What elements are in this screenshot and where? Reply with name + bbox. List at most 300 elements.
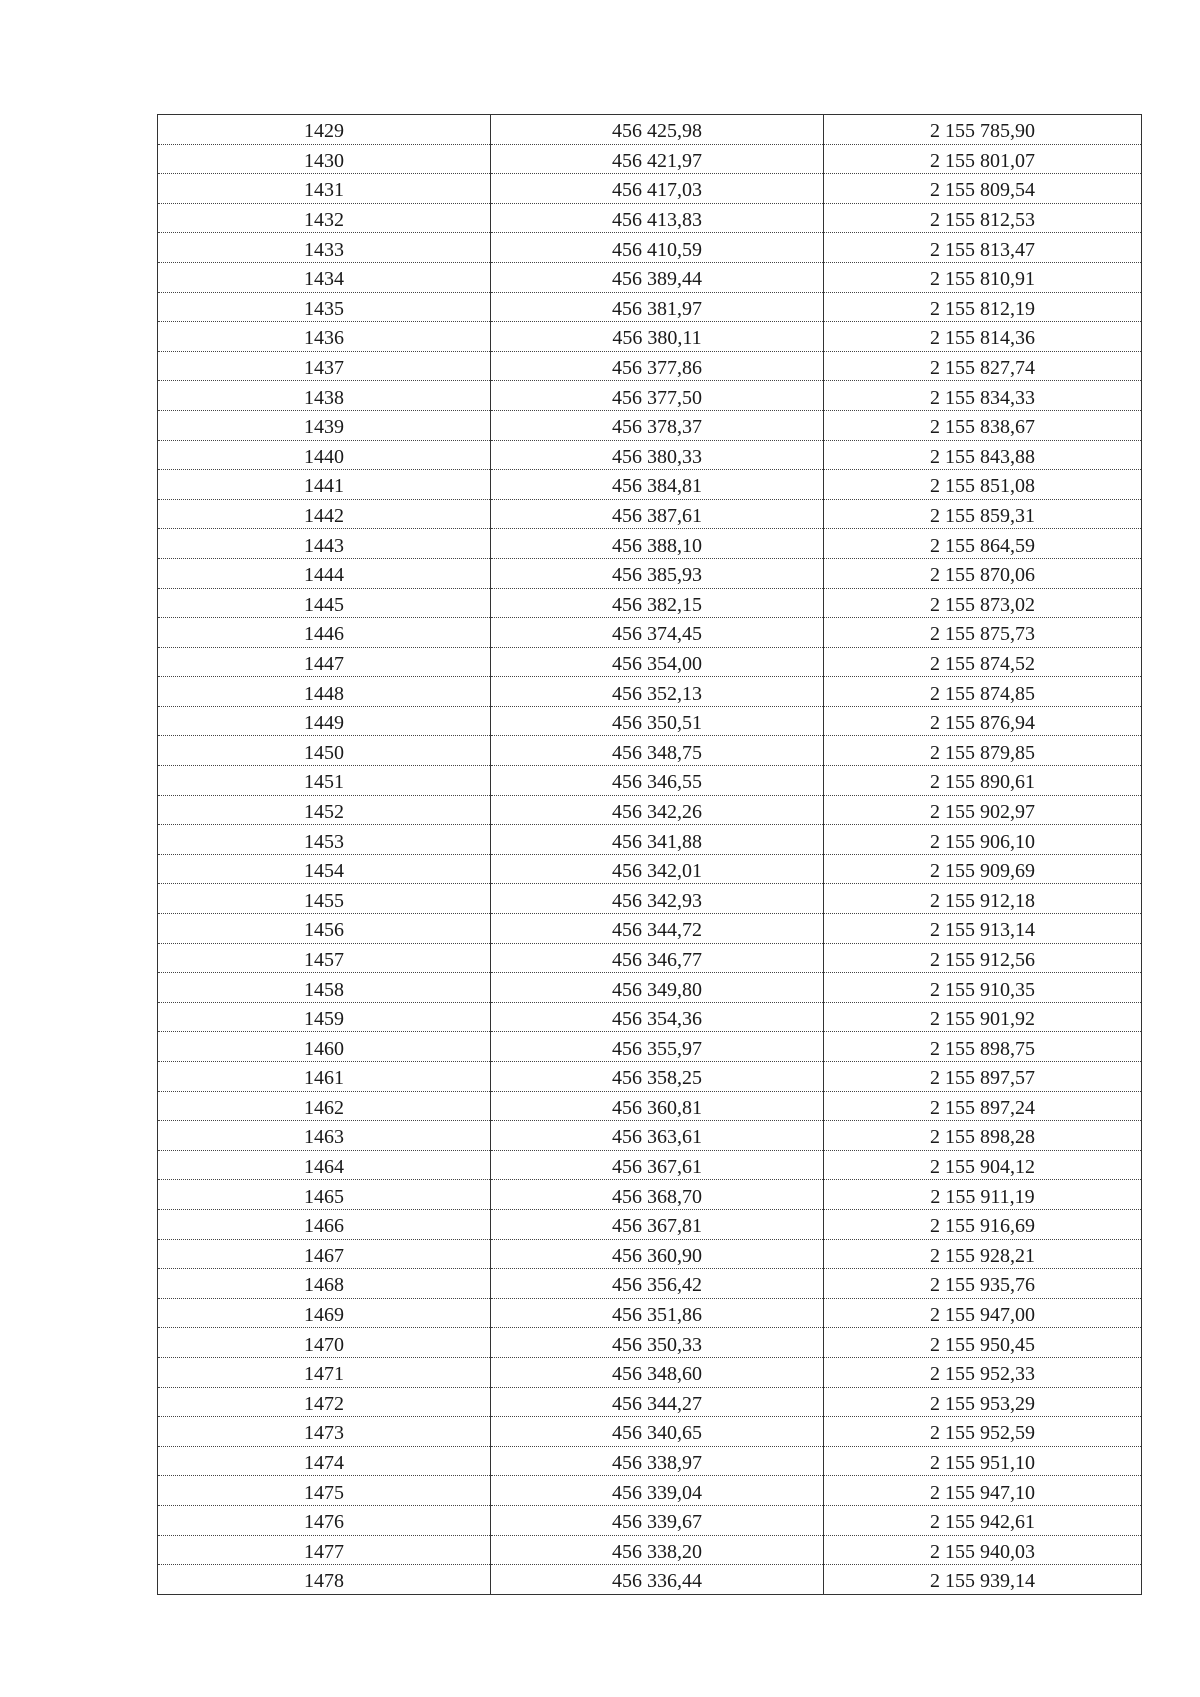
- point-number-cell: [158, 440, 491, 470]
- point-number-text: 1444: [304, 564, 344, 587]
- y-coordinate-cell: [824, 322, 1142, 352]
- table-row: [158, 1565, 1142, 1595]
- x-coordinate-cell: [491, 144, 824, 174]
- point-number-text: 1449: [304, 712, 344, 735]
- table-row: [158, 1328, 1142, 1358]
- table-row: [158, 174, 1142, 204]
- point-number-text: 1457: [304, 948, 344, 971]
- table-row: [158, 1062, 1142, 1092]
- point-number-cell: [158, 1180, 491, 1210]
- y-coordinate-text: 2 155 916,69: [930, 1215, 1035, 1238]
- y-coordinate-cell: [824, 351, 1142, 381]
- x-coordinate-cell: [491, 795, 824, 825]
- y-coordinate-cell: [824, 1505, 1142, 1535]
- y-coordinate-cell: [824, 1062, 1142, 1092]
- point-number-text: 1455: [304, 889, 344, 912]
- x-coordinate-text: 456 355,97: [612, 1037, 702, 1060]
- y-coordinate-cell: [824, 795, 1142, 825]
- y-coordinate-cell: [824, 1209, 1142, 1239]
- point-number-cell: [158, 1357, 491, 1387]
- table-row: [158, 1002, 1142, 1032]
- point-number-text: 1434: [304, 268, 344, 291]
- x-coordinate-cell: [491, 440, 824, 470]
- y-coordinate-cell: [824, 558, 1142, 588]
- point-number-text: 1466: [304, 1215, 344, 1238]
- x-coordinate-text: 456 413,83: [612, 209, 702, 232]
- y-coordinate-cell: [824, 292, 1142, 322]
- point-number-cell: [158, 1209, 491, 1239]
- y-coordinate-text: 2 155 870,06: [930, 564, 1035, 587]
- x-coordinate-text: 456 388,10: [612, 534, 702, 557]
- x-coordinate-text: 456 417,03: [612, 179, 702, 202]
- y-coordinate-cell: [824, 736, 1142, 766]
- x-coordinate-text: 456 368,70: [612, 1185, 702, 1208]
- y-coordinate-text: 2 155 902,97: [930, 800, 1035, 823]
- x-coordinate-cell: [491, 1062, 824, 1092]
- y-coordinate-cell: [824, 1239, 1142, 1269]
- x-coordinate-cell: [491, 1032, 824, 1062]
- x-coordinate-text: 456 385,93: [612, 564, 702, 587]
- point-number-cell: [158, 1565, 491, 1595]
- y-coordinate-text: 2 155 935,76: [930, 1274, 1035, 1297]
- x-coordinate-cell: [491, 1269, 824, 1299]
- table-row: [158, 1150, 1142, 1180]
- x-coordinate-cell: [491, 825, 824, 855]
- y-coordinate-cell: [824, 115, 1142, 145]
- x-coordinate-text: 456 338,20: [612, 1540, 702, 1563]
- y-coordinate-text: 2 155 912,56: [930, 948, 1035, 971]
- x-coordinate-text: 456 354,00: [612, 652, 702, 675]
- point-number-cell: [158, 795, 491, 825]
- point-number-text: 1450: [304, 741, 344, 764]
- x-coordinate-cell: [491, 943, 824, 973]
- point-number-text: 1436: [304, 327, 344, 350]
- y-coordinate-text: 2 155 859,31: [930, 505, 1035, 528]
- point-number-text: 1473: [304, 1422, 344, 1445]
- y-coordinate-cell: [824, 1269, 1142, 1299]
- point-number-cell: [158, 292, 491, 322]
- y-coordinate-cell: [824, 1417, 1142, 1447]
- point-number-text: 1471: [304, 1363, 344, 1386]
- y-coordinate-cell: [824, 854, 1142, 884]
- point-number-cell: [158, 351, 491, 381]
- y-coordinate-cell: [824, 144, 1142, 174]
- point-number-cell: [158, 1239, 491, 1269]
- point-number-text: 1439: [304, 416, 344, 439]
- x-coordinate-text: 456 380,11: [612, 327, 702, 350]
- y-coordinate-cell: [824, 884, 1142, 914]
- y-coordinate-cell: [824, 1535, 1142, 1565]
- point-number-cell: [158, 1387, 491, 1417]
- y-coordinate-text: 2 155 897,57: [930, 1067, 1035, 1090]
- point-number-cell: [158, 115, 491, 145]
- y-coordinate-text: 2 155 879,85: [930, 741, 1035, 764]
- x-coordinate-text: 456 377,86: [612, 357, 702, 380]
- point-number-cell: [158, 588, 491, 618]
- y-coordinate-text: 2 155 942,61: [930, 1511, 1035, 1534]
- x-coordinate-cell: [491, 1209, 824, 1239]
- table-row: [158, 262, 1142, 292]
- x-coordinate-text: 456 339,67: [612, 1511, 702, 1534]
- point-number-text: 1433: [304, 238, 344, 261]
- x-coordinate-cell: [491, 973, 824, 1003]
- y-coordinate-cell: [824, 262, 1142, 292]
- x-coordinate-cell: [491, 1121, 824, 1151]
- y-coordinate-text: 2 155 813,47: [930, 238, 1035, 261]
- x-coordinate-text: 456 381,97: [612, 297, 702, 320]
- y-coordinate-text: 2 155 812,53: [930, 209, 1035, 232]
- table-row: [158, 884, 1142, 914]
- table-row: [158, 973, 1142, 1003]
- point-number-text: 1435: [304, 297, 344, 320]
- y-coordinate-cell: [824, 499, 1142, 529]
- point-number-text: 1474: [304, 1452, 344, 1475]
- table-row: [158, 440, 1142, 470]
- x-coordinate-text: 456 342,93: [612, 889, 702, 912]
- y-coordinate-cell: [824, 973, 1142, 1003]
- x-coordinate-cell: [491, 174, 824, 204]
- table-row: [158, 1357, 1142, 1387]
- y-coordinate-text: 2 155 785,90: [930, 120, 1035, 143]
- x-coordinate-cell: [491, 706, 824, 736]
- x-coordinate-text: 456 349,80: [612, 978, 702, 1001]
- point-number-cell: [158, 381, 491, 411]
- y-coordinate-cell: [824, 1150, 1142, 1180]
- point-number-cell: [158, 529, 491, 559]
- point-number-cell: [158, 1446, 491, 1476]
- point-number-text: 1464: [304, 1156, 344, 1179]
- x-coordinate-cell: [491, 618, 824, 648]
- y-coordinate-cell: [824, 1446, 1142, 1476]
- y-coordinate-text: 2 155 940,03: [930, 1540, 1035, 1563]
- table-row: [158, 233, 1142, 263]
- point-number-text: 1456: [304, 919, 344, 942]
- point-number-text: 1452: [304, 800, 344, 823]
- x-coordinate-cell: [491, 322, 824, 352]
- point-number-cell: [158, 647, 491, 677]
- x-coordinate-text: 456 363,61: [612, 1126, 702, 1149]
- y-coordinate-cell: [824, 1002, 1142, 1032]
- y-coordinate-cell: [824, 470, 1142, 500]
- point-number-text: 1454: [304, 860, 344, 883]
- y-coordinate-text: 2 155 951,10: [930, 1452, 1035, 1475]
- x-coordinate-text: 456 338,97: [612, 1452, 702, 1475]
- point-number-text: 1475: [304, 1481, 344, 1504]
- x-coordinate-text: 456 354,36: [612, 1008, 702, 1031]
- x-coordinate-text: 456 348,75: [612, 741, 702, 764]
- y-coordinate-cell: [824, 203, 1142, 233]
- point-number-cell: [158, 736, 491, 766]
- table-row: [158, 1032, 1142, 1062]
- point-number-text: 1470: [304, 1333, 344, 1356]
- point-number-text: 1451: [304, 771, 344, 794]
- table-row: [158, 558, 1142, 588]
- x-coordinate-cell: [491, 1446, 824, 1476]
- point-number-cell: [158, 1062, 491, 1092]
- y-coordinate-text: 2 155 801,07: [930, 149, 1035, 172]
- table-row: [158, 1505, 1142, 1535]
- coordinates-table-body: [158, 115, 1142, 1595]
- x-coordinate-cell: [491, 233, 824, 263]
- x-coordinate-text: 456 346,77: [612, 948, 702, 971]
- y-coordinate-cell: [824, 1180, 1142, 1210]
- point-number-cell: [158, 144, 491, 174]
- point-number-cell: [158, 558, 491, 588]
- y-coordinate-cell: [824, 1121, 1142, 1151]
- x-coordinate-text: 456 360,81: [612, 1096, 702, 1119]
- point-number-cell: [158, 884, 491, 914]
- x-coordinate-text: 456 342,01: [612, 860, 702, 883]
- x-coordinate-text: 456 380,33: [612, 445, 702, 468]
- x-coordinate-cell: [491, 1565, 824, 1595]
- x-coordinate-cell: [491, 647, 824, 677]
- x-coordinate-cell: [491, 1180, 824, 1210]
- x-coordinate-text: 456 336,44: [612, 1570, 702, 1593]
- x-coordinate-cell: [491, 1328, 824, 1358]
- table-row: [158, 1269, 1142, 1299]
- x-coordinate-text: 456 346,55: [612, 771, 702, 794]
- y-coordinate-cell: [824, 1387, 1142, 1417]
- point-number-text: 1467: [304, 1244, 344, 1267]
- table-row: [158, 203, 1142, 233]
- x-coordinate-cell: [491, 1150, 824, 1180]
- point-number-cell: [158, 1269, 491, 1299]
- table-row: [158, 706, 1142, 736]
- point-number-cell: [158, 1150, 491, 1180]
- point-number-text: 1477: [304, 1540, 344, 1563]
- y-coordinate-text: 2 155 890,61: [930, 771, 1035, 794]
- y-coordinate-text: 2 155 812,19: [930, 297, 1035, 320]
- point-number-text: 1468: [304, 1274, 344, 1297]
- point-number-text: 1461: [304, 1067, 344, 1090]
- point-number-text: 1458: [304, 978, 344, 1001]
- x-coordinate-cell: [491, 115, 824, 145]
- point-number-text: 1446: [304, 623, 344, 646]
- x-coordinate-cell: [491, 736, 824, 766]
- y-coordinate-cell: [824, 410, 1142, 440]
- document-page: [157, 114, 1141, 1595]
- point-number-cell: [158, 825, 491, 855]
- y-coordinate-cell: [824, 706, 1142, 736]
- y-coordinate-cell: [824, 1357, 1142, 1387]
- table-row: [158, 410, 1142, 440]
- x-coordinate-text: 456 377,50: [612, 386, 702, 409]
- x-coordinate-text: 456 358,25: [612, 1067, 702, 1090]
- x-coordinate-text: 456 425,98: [612, 120, 702, 143]
- y-coordinate-cell: [824, 914, 1142, 944]
- table-row: [158, 529, 1142, 559]
- x-coordinate-cell: [491, 1091, 824, 1121]
- point-number-text: 1440: [304, 445, 344, 468]
- table-row: [158, 470, 1142, 500]
- point-number-text: 1465: [304, 1185, 344, 1208]
- point-number-cell: [158, 1298, 491, 1328]
- x-coordinate-cell: [491, 351, 824, 381]
- point-number-text: 1478: [304, 1570, 344, 1593]
- y-coordinate-text: 2 155 901,92: [930, 1008, 1035, 1031]
- x-coordinate-cell: [491, 381, 824, 411]
- point-number-cell: [158, 677, 491, 707]
- point-number-cell: [158, 1328, 491, 1358]
- x-coordinate-cell: [491, 529, 824, 559]
- y-coordinate-text: 2 155 864,59: [930, 534, 1035, 557]
- x-coordinate-cell: [491, 1357, 824, 1387]
- point-number-text: 1429: [304, 120, 344, 143]
- x-coordinate-cell: [491, 499, 824, 529]
- table-row: [158, 1298, 1142, 1328]
- point-number-cell: [158, 1476, 491, 1506]
- x-coordinate-text: 456 348,60: [612, 1363, 702, 1386]
- y-coordinate-text: 2 155 843,88: [930, 445, 1035, 468]
- point-number-cell: [158, 174, 491, 204]
- point-number-cell: [158, 410, 491, 440]
- point-number-text: 1460: [304, 1037, 344, 1060]
- point-number-cell: [158, 1505, 491, 1535]
- x-coordinate-cell: [491, 1298, 824, 1328]
- x-coordinate-cell: [491, 1476, 824, 1506]
- y-coordinate-text: 2 155 898,28: [930, 1126, 1035, 1149]
- table-row: [158, 499, 1142, 529]
- y-coordinate-text: 2 155 898,75: [930, 1037, 1035, 1060]
- y-coordinate-text: 2 155 912,18: [930, 889, 1035, 912]
- table-row: [158, 854, 1142, 884]
- table-row: [158, 1476, 1142, 1506]
- table-row: [158, 381, 1142, 411]
- point-number-cell: [158, 233, 491, 263]
- y-coordinate-cell: [824, 618, 1142, 648]
- table-row: [158, 736, 1142, 766]
- table-row: [158, 825, 1142, 855]
- x-coordinate-text: 456 339,04: [612, 1481, 702, 1504]
- point-number-cell: [158, 1417, 491, 1447]
- point-number-text: 1469: [304, 1304, 344, 1327]
- table-row: [158, 914, 1142, 944]
- point-number-cell: [158, 914, 491, 944]
- x-coordinate-cell: [491, 1387, 824, 1417]
- x-coordinate-text: 456 340,65: [612, 1422, 702, 1445]
- table-row: [158, 1446, 1142, 1476]
- x-coordinate-text: 456 387,61: [612, 505, 702, 528]
- x-coordinate-cell: [491, 1239, 824, 1269]
- table-row: [158, 1121, 1142, 1151]
- point-number-cell: [158, 1002, 491, 1032]
- y-coordinate-text: 2 155 913,14: [930, 919, 1035, 942]
- y-coordinate-text: 2 155 952,59: [930, 1422, 1035, 1445]
- y-coordinate-cell: [824, 825, 1142, 855]
- x-coordinate-cell: [491, 558, 824, 588]
- table-row: [158, 943, 1142, 973]
- table-row: [158, 1209, 1142, 1239]
- y-coordinate-text: 2 155 834,33: [930, 386, 1035, 409]
- table-row: [158, 588, 1142, 618]
- y-coordinate-text: 2 155 909,69: [930, 860, 1035, 883]
- y-coordinate-cell: [824, 529, 1142, 559]
- x-coordinate-cell: [491, 1505, 824, 1535]
- x-coordinate-text: 456 352,13: [612, 682, 702, 705]
- y-coordinate-text: 2 155 873,02: [930, 593, 1035, 616]
- x-coordinate-cell: [491, 884, 824, 914]
- y-coordinate-text: 2 155 874,85: [930, 682, 1035, 705]
- point-number-text: 1438: [304, 386, 344, 409]
- x-coordinate-cell: [491, 1535, 824, 1565]
- y-coordinate-text: 2 155 947,10: [930, 1481, 1035, 1504]
- table-row: [158, 647, 1142, 677]
- point-number-text: 1445: [304, 593, 344, 616]
- table-row: [158, 1387, 1142, 1417]
- x-coordinate-cell: [491, 1002, 824, 1032]
- point-number-text: 1459: [304, 1008, 344, 1031]
- y-coordinate-cell: [824, 677, 1142, 707]
- point-number-text: 1447: [304, 652, 344, 675]
- point-number-text: 1431: [304, 179, 344, 202]
- point-number-cell: [158, 499, 491, 529]
- point-number-cell: [158, 854, 491, 884]
- x-coordinate-text: 456 360,90: [612, 1244, 702, 1267]
- point-number-cell: [158, 618, 491, 648]
- x-coordinate-cell: [491, 588, 824, 618]
- y-coordinate-text: 2 155 876,94: [930, 712, 1035, 735]
- x-coordinate-cell: [491, 677, 824, 707]
- table-row: [158, 144, 1142, 174]
- point-number-text: 1432: [304, 209, 344, 232]
- point-number-text: 1441: [304, 475, 344, 498]
- y-coordinate-cell: [824, 174, 1142, 204]
- y-coordinate-text: 2 155 953,29: [930, 1392, 1035, 1415]
- point-number-text: 1462: [304, 1096, 344, 1119]
- table-row: [158, 1417, 1142, 1447]
- point-number-cell: [158, 1535, 491, 1565]
- y-coordinate-text: 2 155 897,24: [930, 1096, 1035, 1119]
- y-coordinate-text: 2 155 874,52: [930, 652, 1035, 675]
- y-coordinate-text: 2 155 875,73: [930, 623, 1035, 646]
- table-row: [158, 292, 1142, 322]
- y-coordinate-text: 2 155 910,35: [930, 978, 1035, 1001]
- x-coordinate-cell: [491, 203, 824, 233]
- x-coordinate-cell: [491, 470, 824, 500]
- y-coordinate-cell: [824, 588, 1142, 618]
- y-coordinate-cell: [824, 233, 1142, 263]
- point-number-cell: [158, 1032, 491, 1062]
- point-number-cell: [158, 766, 491, 796]
- x-coordinate-text: 456 356,42: [612, 1274, 702, 1297]
- y-coordinate-cell: [824, 1476, 1142, 1506]
- point-number-cell: [158, 322, 491, 352]
- x-coordinate-cell: [491, 766, 824, 796]
- x-coordinate-text: 456 350,51: [612, 712, 702, 735]
- y-coordinate-text: 2 155 809,54: [930, 179, 1035, 202]
- point-number-text: 1463: [304, 1126, 344, 1149]
- y-coordinate-text: 2 155 952,33: [930, 1363, 1035, 1386]
- table-row: [158, 766, 1142, 796]
- x-coordinate-text: 456 421,97: [612, 149, 702, 172]
- point-number-text: 1472: [304, 1392, 344, 1415]
- y-coordinate-cell: [824, 440, 1142, 470]
- x-coordinate-text: 456 378,37: [612, 416, 702, 439]
- point-number-cell: [158, 973, 491, 1003]
- table-row: [158, 322, 1142, 352]
- x-coordinate-text: 456 351,86: [612, 1304, 702, 1327]
- y-coordinate-text: 2 155 939,14: [930, 1570, 1035, 1593]
- x-coordinate-cell: [491, 262, 824, 292]
- table-row: [158, 1239, 1142, 1269]
- table-row: [158, 1091, 1142, 1121]
- y-coordinate-text: 2 155 904,12: [930, 1156, 1035, 1179]
- y-coordinate-text: 2 155 928,21: [930, 1244, 1035, 1267]
- x-coordinate-text: 456 410,59: [612, 238, 702, 261]
- x-coordinate-text: 456 374,45: [612, 623, 702, 646]
- point-number-text: 1443: [304, 534, 344, 557]
- x-coordinate-cell: [491, 410, 824, 440]
